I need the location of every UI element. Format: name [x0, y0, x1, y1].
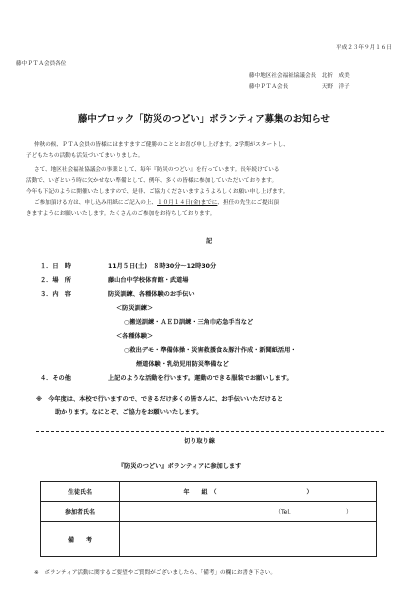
item-other-label: ４．その他	[40, 375, 71, 382]
ki-heading: 記	[206, 238, 213, 245]
sub-heading-experience: ＜各種体験＞	[116, 333, 154, 340]
deadline-text: １０月１４日(金)までに	[157, 200, 218, 206]
item-other-value: 上記のような活動を行います。運動のできる服装でお願いします。	[108, 375, 293, 382]
form-row-remarks	[41, 522, 377, 557]
item-content-label: ３．内 容	[40, 291, 71, 298]
participant-name-label: 参加者氏名	[41, 502, 120, 522]
sub-item-drill: ○搬送訓練・ＡＥＤ訓練・三角巾応急手当など	[124, 319, 254, 326]
application-form	[40, 481, 377, 557]
remarks-label: 備 考	[41, 522, 120, 557]
item-datetime-value: 11月５日(土) ８時30分～12時30分	[108, 263, 217, 270]
body-line-2: 子どもたちの活動も活気づいてまいりました。	[26, 153, 144, 159]
body-line-7: きますようにお願いいたします。たくさんのご参加をお待ちしております。	[26, 211, 216, 217]
body-text: ご参加頂ける方は、申し込み用紙にご記入の上、	[34, 200, 158, 206]
addressee: 藤中ＰＴＡ会員各位	[16, 61, 67, 67]
note-line-2: 助かります。なにとぞ、ご協力をお願いいたします。	[55, 409, 203, 416]
sub-item-experience-1: ○救出デモ・準備体操・災害救援食＆豚汁作成・新聞紙活用・	[124, 347, 297, 354]
body-line-6	[34, 199, 279, 207]
sub-heading-drill: ＜防災訓練＞	[116, 305, 154, 312]
item-datetime-label: １．日 時	[40, 263, 71, 270]
body-line-4: 活動で、いざという時に欠かせない準備として、例年、多くの皆様に参加していただいております。	[26, 178, 278, 184]
student-name-field[interactable]: 年 組 （ ）	[120, 482, 377, 502]
participant-name-field[interactable]: （Tel． ）	[120, 502, 377, 522]
footer-note: ※ ボランティア活動に関するご要望やご質問がございましたら、「備考」の欄にお書き下さい。	[34, 570, 276, 576]
body-line-1: 仲秋の候、ＰＴＡ会員の皆様にはますますご健勝のこととお喜び申し上げます。2学期がスタートし、	[34, 142, 289, 148]
body-text: 、担任の先生にご提出頂	[217, 200, 279, 206]
sender-welfare-chair: 藤中地区社会福祉協議会長 北折 成美	[249, 73, 350, 79]
cut-line-label: 切り取り線	[184, 438, 215, 445]
item-place-value: 藤山台中学校体育館・武道場	[108, 277, 189, 284]
body-line-5: 今年も下記のように開催いたしますので、是非、ご協力くださいますようよろしくお願い申し上げます。	[26, 189, 289, 195]
item-content-value: 防災訓練、各種体験のお手伝い	[108, 291, 195, 298]
sender-pta-chair: 藤中ＰＴＡ会長 天野 洋子	[249, 84, 350, 90]
sub-item-experience-2: 煙道体験・乳幼児用防災準備など	[136, 361, 229, 368]
page-title: 藤中ブロック「防災のつどい」ボランティア募集のお知らせ	[78, 114, 330, 125]
form-heading: 『防災のつどい』ボランティアに参加します	[118, 463, 242, 470]
dashed-cut-line	[36, 431, 384, 432]
form-row-student	[41, 482, 377, 502]
item-place-label: ２．場 所	[40, 277, 71, 284]
document-date: 平成２３年９月１６日	[336, 45, 392, 51]
body-line-3: さて、地区社会福祉協議会の事業として、毎年『防災のつどい』を行っています。長年続けている	[34, 167, 280, 173]
student-name-label: 生徒氏名	[41, 482, 120, 502]
form-row-participant	[41, 502, 377, 522]
note-line-1: ※ 今年度は、本校で行いますので、できるだけ多くの皆さんに、お手伝いいただけると	[36, 396, 284, 403]
remarks-field[interactable]	[120, 522, 377, 557]
